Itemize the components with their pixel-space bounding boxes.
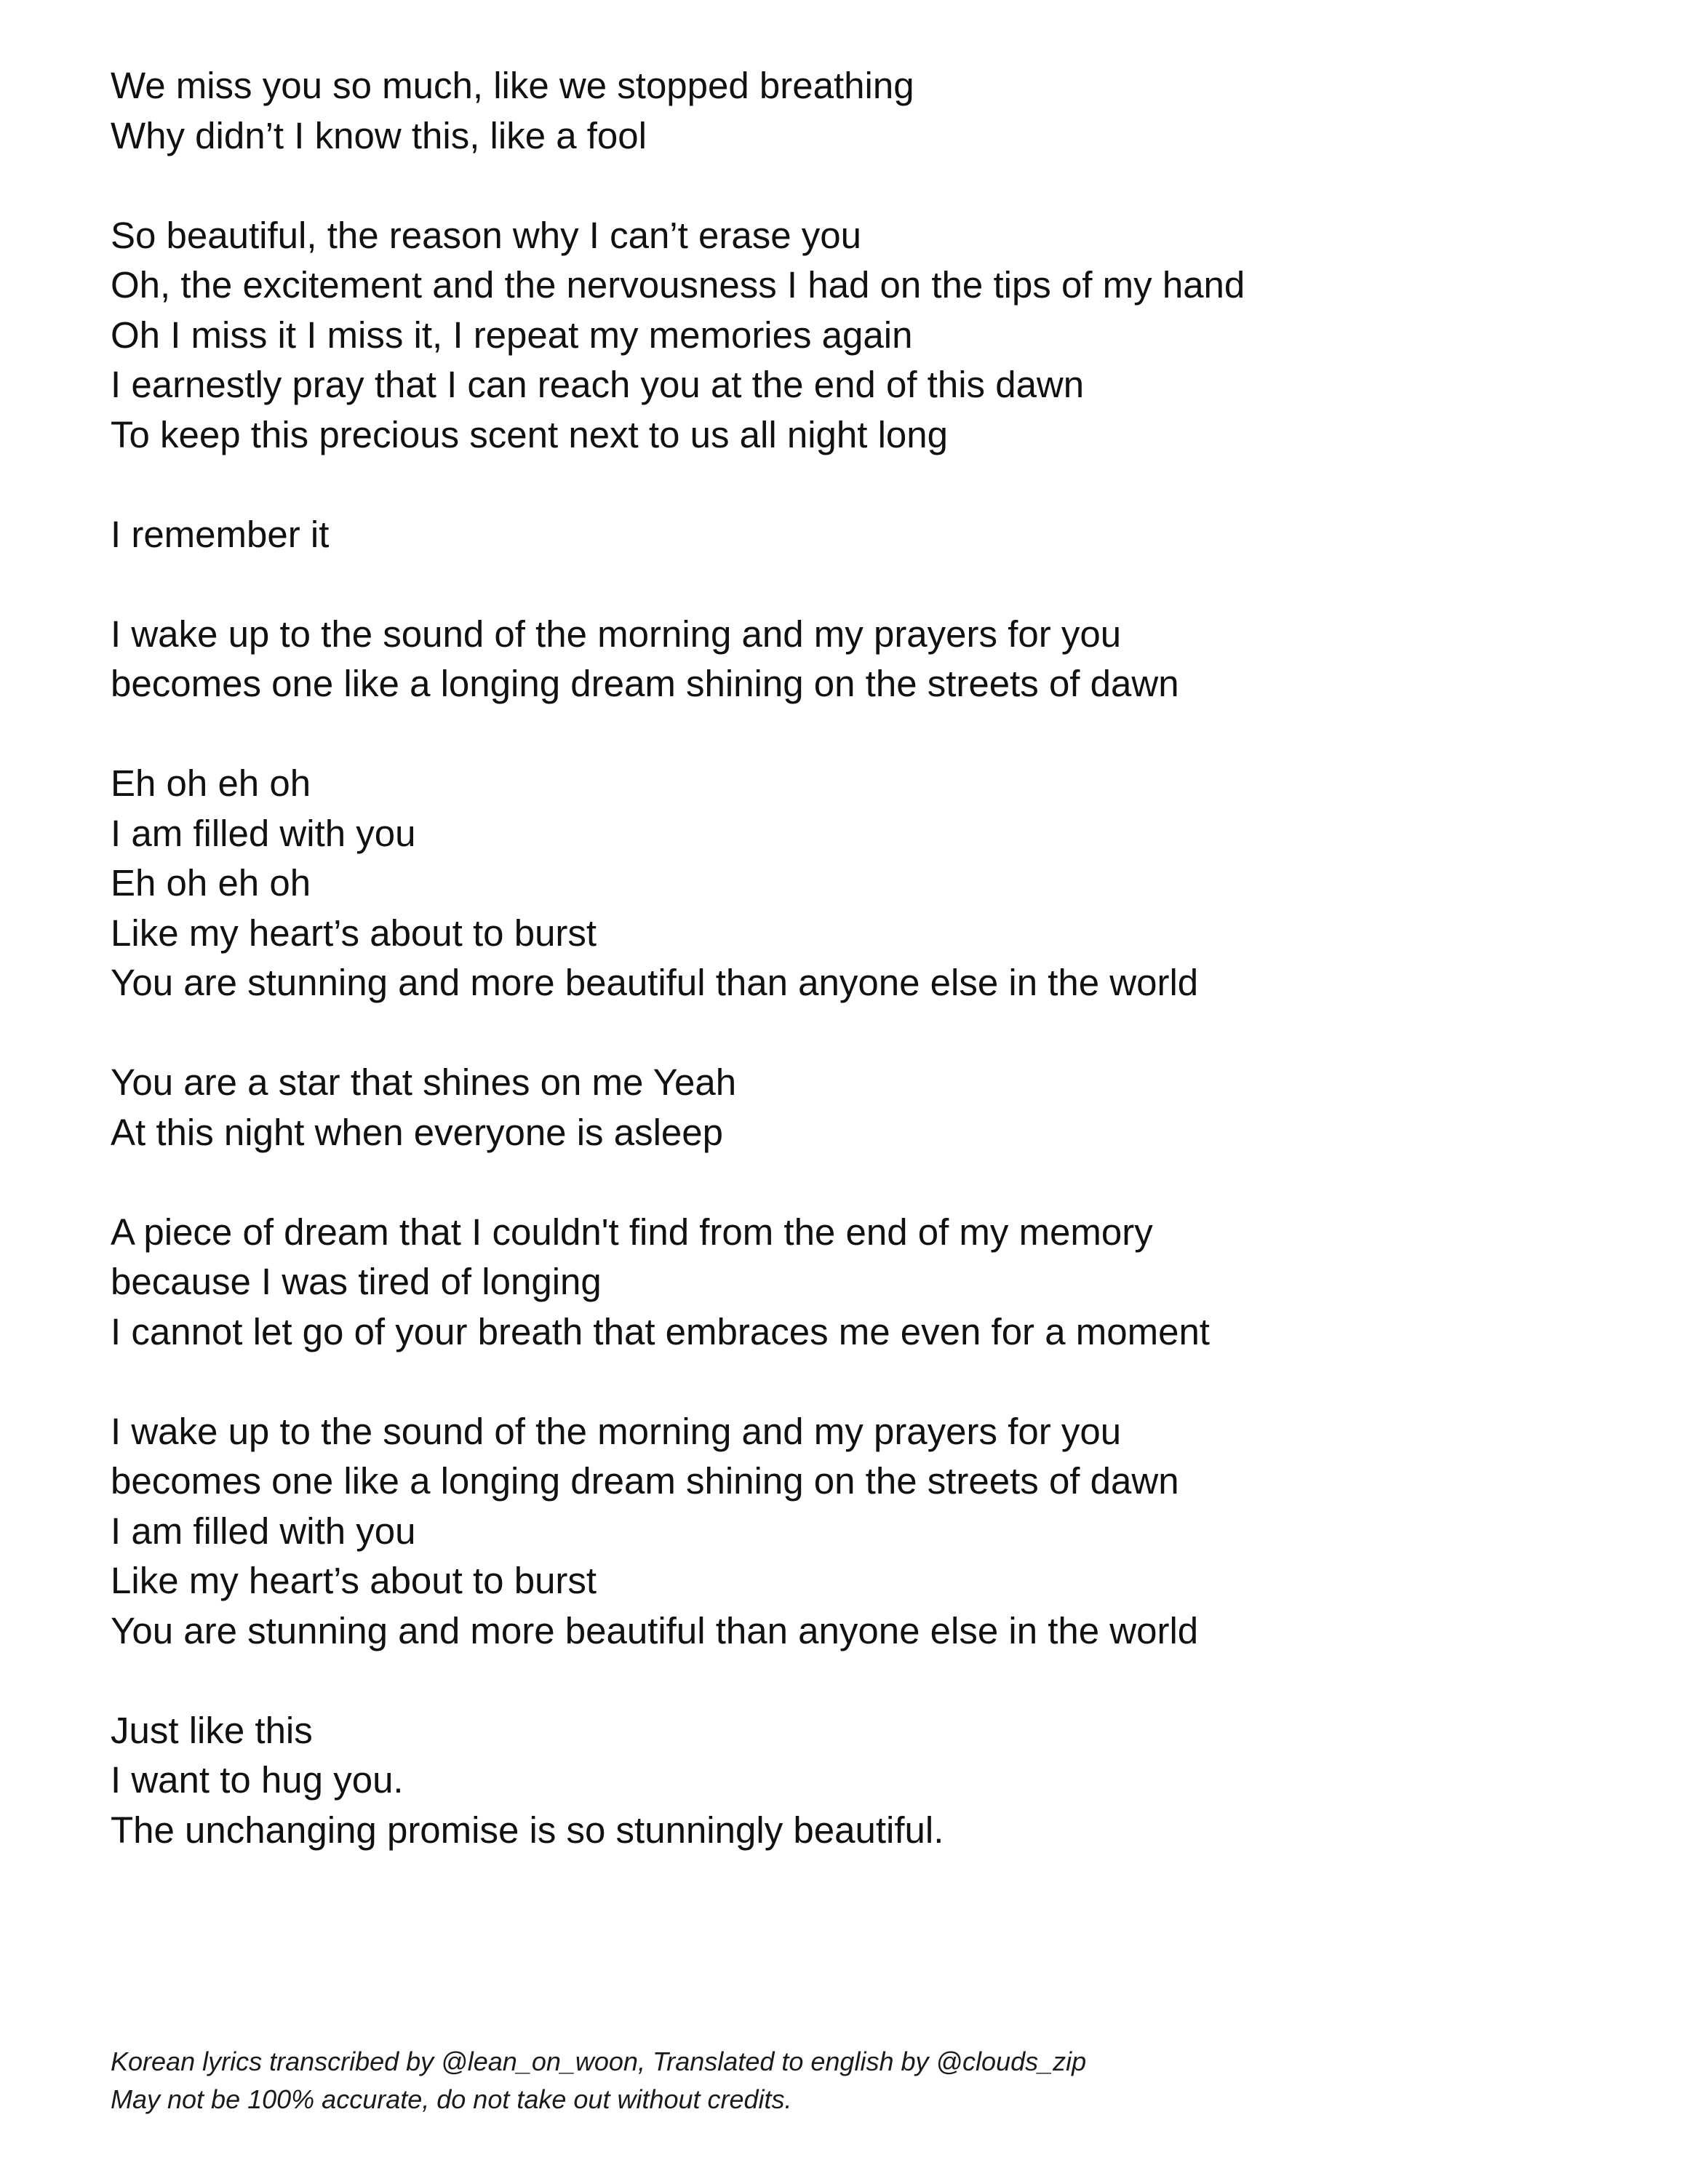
disclaimer-line: May not be 100% accurate, do not take out without credits. xyxy=(111,2084,792,2114)
lyric-line: I earnestly pray that I can reach you at the end of this dawn xyxy=(111,364,1085,405)
lyric-line: You are stunning and more beautiful than anyone else in the world xyxy=(111,962,1199,1003)
lyric-line: becomes one like a longing dream shining on the streets of dawn xyxy=(111,1460,1179,1502)
lyric-line: So beautiful, the reason why I can’t erase you xyxy=(111,214,861,256)
lyric-line: You are a star that shines on me Yeah xyxy=(111,1061,737,1103)
stanza-2 xyxy=(111,211,1602,461)
lyric-line: A piece of dream that I couldn't find from the end of my memory xyxy=(111,1211,1153,1253)
lyric-line: because I was tired of longing xyxy=(111,1261,602,1302)
lyric-line: I wake up to the sound of the morning and my prayers for you xyxy=(111,1410,1122,1452)
lyric-line: becomes one like a longing dream shining on the streets of dawn xyxy=(111,663,1179,704)
lyric-line: You are stunning and more beautiful than anyone else in the world xyxy=(111,1609,1199,1651)
stanza-9 xyxy=(111,1706,1602,1856)
lyric-line: Oh, the excitement and the nervousness I had on the tips of my hand xyxy=(111,264,1245,306)
stanza-8 xyxy=(111,1407,1602,1657)
stanza-3 xyxy=(111,510,1602,560)
stanza-7 xyxy=(111,1208,1602,1358)
lyric-line: Why didn’t I know this, like a fool xyxy=(111,114,647,156)
lyrics-body xyxy=(111,61,1602,1905)
lyric-line: I cannot let go of your breath that embraces me even for a moment xyxy=(111,1310,1210,1352)
lyric-line: I am filled with you xyxy=(111,812,416,854)
stanza-5 xyxy=(111,759,1602,1008)
lyric-line: Like my heart’s about to burst xyxy=(111,1560,597,1601)
lyric-line: Oh I miss it I miss it, I repeat my memories again xyxy=(111,314,913,356)
lyric-line: I remember it xyxy=(111,513,330,555)
stanza-6 xyxy=(111,1058,1602,1157)
stanza-4 xyxy=(111,610,1602,709)
lyric-line: At this night when everyone is asleep xyxy=(111,1111,723,1153)
lyric-line: To keep this precious scent next to us all night long xyxy=(111,413,949,455)
lyric-line: Eh oh eh oh xyxy=(111,862,311,904)
credits-footer xyxy=(111,2043,1086,2119)
lyric-line: I wake up to the sound of the morning and my prayers for you xyxy=(111,613,1122,655)
lyric-line: The unchanging promise is so stunningly beautiful. xyxy=(111,1809,944,1851)
lyric-line: Eh oh eh oh xyxy=(111,762,311,804)
lyric-line: We miss you so much, like we stopped breathing xyxy=(111,65,914,106)
lyric-line: I want to hug you. xyxy=(111,1759,404,1801)
lyric-line: Just like this xyxy=(111,1709,313,1751)
lyric-line: I am filled with you xyxy=(111,1510,416,1552)
credits-line: Korean lyrics transcribed by @lean_on_woon, Translated to english by @clouds_zip xyxy=(111,2046,1087,2076)
stanza-1 xyxy=(111,61,1602,161)
lyric-line: Like my heart’s about to burst xyxy=(111,912,597,954)
